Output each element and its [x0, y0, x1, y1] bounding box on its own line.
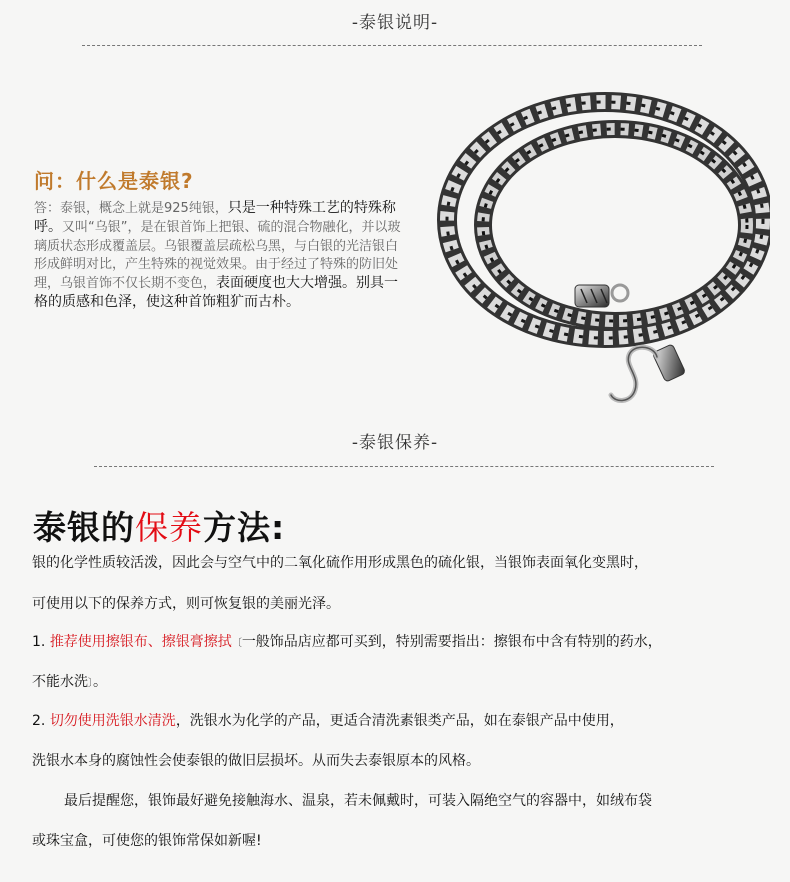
section-title-care: -泰银保养- — [351, 433, 439, 453]
answer-text — [34, 199, 406, 313]
item-1-open-bracket: 〔 — [231, 638, 242, 649]
care-item-2-line-2: 洗银水本身的腐蚀性会使泰银的做旧层损坏。从而失去泰银原本的风格。 — [32, 753, 480, 769]
item-1-close-bracket: 〕 — [88, 678, 93, 689]
answer-part-2: 只是一种特殊工艺的特殊称呼。 — [34, 200, 396, 236]
item-1-highlight: 推荐使用擦银布、擦银膏擦拭 — [49, 634, 232, 650]
item-1-number: 1. — [32, 634, 46, 650]
item-1-end: 。 — [93, 674, 107, 690]
intro-line-2: 可使用以下的保养方式，则可恢复银的美丽光泽。 — [32, 596, 340, 612]
care-item-2 — [32, 710, 777, 730]
silver-chain-necklace-image — [425, 85, 770, 415]
section-title-explanation: -泰银说明- — [351, 13, 439, 33]
item-1-detail: 一般饰品店应都可买到，特别需要指出：擦银布中含有特别的药水， — [241, 634, 662, 650]
item-2-highlight: 切勿使用洗银水清洗 — [49, 713, 176, 729]
item-2-detail: ，洗银水为化学的产品，更适合清洗素银类产品，如在泰银产品中使用， — [175, 713, 624, 729]
answer-part-4: 表面硬度也大大增强。别具一格的质感和色泽，使这种首饰粗犷而古朴。 — [34, 275, 399, 311]
item-2-number: 2. — [32, 713, 46, 729]
dashed-divider — [94, 466, 714, 467]
answer-part-3: 又叫“乌银”，是在银首饰上把银、硫的混合物融化，并以玻璃质状态形成覆盖层。乌银覆盖层疏松乌黑，与白银的光洁银白形成鲜明对比，产生特殊的视觉效果。由于经过了特殊的防旧处理，乌银首饰不仅长期不变色， — [34, 220, 401, 292]
final-reminder-line-1: 最后提醒您，银饰最好避免接触海水、温泉，若未佩戴时，可装入隔绝空气的容器中，如绒布袋 — [64, 793, 652, 809]
intro-line-1: 银的化学性质较活泼，因此会与空气中的二氧化硫作用形成黑色的硫化银，当银饰表面氧化变黑时， — [32, 555, 648, 571]
answer-part-1: 答：泰银，概念上就是925纯银， — [34, 201, 228, 216]
item-1-line-2-text: 不能水洗 — [32, 674, 88, 690]
care-heading-part-1: 泰银的 — [33, 508, 135, 547]
care-item-1 — [32, 631, 777, 651]
care-heading-highlight: 保养 — [135, 508, 203, 547]
care-item-1-line-2 — [32, 671, 777, 691]
final-reminder-line-2: 或珠宝盒，可使您的银饰常保如新喔! — [32, 833, 262, 849]
dashed-divider — [82, 45, 702, 46]
care-method-heading — [33, 502, 285, 549]
question-heading: 问：什么是泰银? — [34, 169, 194, 193]
care-heading-part-3: 方法: — [203, 508, 286, 547]
